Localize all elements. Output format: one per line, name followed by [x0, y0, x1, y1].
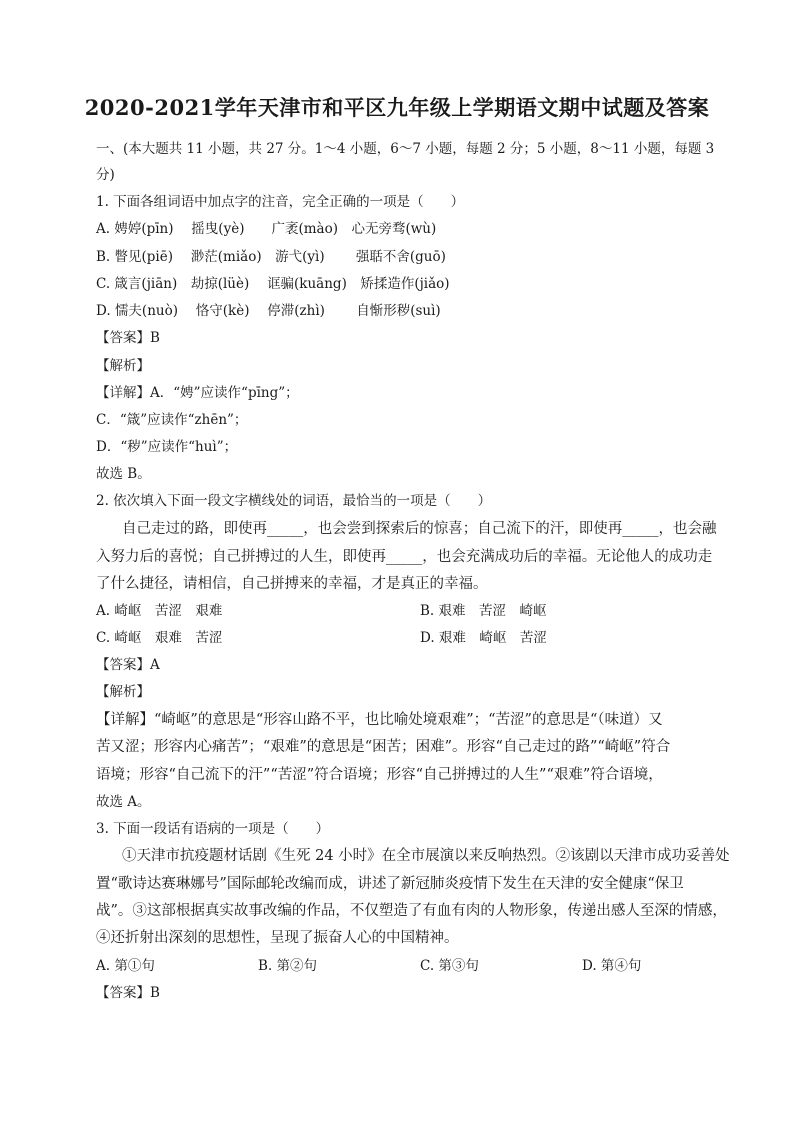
q2-detail-2: 苦又涩；形容内心痛苦”；“艰难”的意思是“困苦；困难”。形容“自己走过的路”“崎岖”符合	[96, 739, 671, 755]
q1-conclusion: 故选 B。	[96, 466, 151, 482]
q2-option-a: A. 崎岖 苦涩 艰难	[96, 603, 223, 619]
q1-option-c: C. 箴言(jiān) 劫掠(lüè) 诓骗(kuāng) 矫揉造作(jiǎo)	[96, 276, 450, 292]
section-header-line2: 分)	[96, 167, 115, 183]
q1-option-d: D. 懦夫(nuò) 恪守(kè) 停滞(zhì) 自惭形秽(suì)	[96, 303, 441, 319]
q2-analysis-label: 【解析】	[96, 684, 150, 700]
q3-option-a: A. 第①句	[96, 958, 155, 974]
q3-passage-line1: ①天津市抗疫题材话剧《生死 24 小时》在全市展演以来反响热烈。②该剧以天津市成功妥善处	[122, 848, 730, 864]
q3-passage-line3: 战”。③这部根据真实故事改编的作品，不仅塑造了有血有肉的人物形象，传递出感人至深的情感，	[96, 903, 727, 919]
q2-passage-line3: 了什么捷径，请相信，自己拼搏来的幸福，才是真正的幸福。	[96, 576, 488, 592]
q3-option-d: D. 第④句	[582, 958, 642, 974]
q1-detail-2: C．“箴”应读作“zhēn”；	[96, 412, 248, 428]
q3-option-c: C. 第③句	[420, 958, 479, 974]
page-title: 2020-2021学年天津市和平区九年级上学期语文期中试题及答案	[84, 95, 710, 120]
q3-stem: 3. 下面一段话有语病的一项是（ ）	[96, 821, 330, 837]
q1-option-a: A. 娉婷(pīn) 摇曳(yè) 广袤(mào) 心无旁骛(wù)	[96, 221, 437, 237]
q1-option-b: B. 瞥见(piē) 渺茫(miǎo) 游弋(yì) 强聒不舍(guō)	[96, 249, 446, 265]
q2-option-d: D. 艰难 崎岖 苦涩	[420, 630, 547, 646]
q2-detail-3: 语境；形容“自己流下的汗”“苦涩”符合语境；形容“自己拼搏过的人生”“艰难”符合语境，	[96, 767, 663, 783]
q2-passage-line2: 入努力后的喜悦；自己拼搏过的人生，即使再_____，也会充满成功后的幸福。无论他人的成功走	[96, 549, 713, 565]
q2-passage-line1: 自己走过的路，即使再_____，也会尝到探索后的惊喜；自己流下的汗，即使再_____，也会融	[122, 521, 717, 537]
q2-option-b: B. 艰难 苦涩 崎岖	[420, 603, 547, 619]
q3-option-b: B. 第②句	[258, 958, 318, 974]
q3-passage-line2: 置“歌诗达赛琳娜号”国际邮轮改编而成，讲述了新冠肺炎疫情下发生在天津的安全健康“保卫	[96, 876, 684, 892]
q1-answer: 【答案】B	[96, 330, 160, 346]
q2-conclusion: 故选 A。	[96, 794, 151, 810]
q2-answer: 【答案】A	[96, 657, 160, 673]
q1-stem: 1. 下面各组词语中加点字的注音，完全正确的一项是（ ）	[96, 194, 465, 210]
q1-detail-1: 【详解】A．“娉”应读作“pīng”；	[96, 385, 299, 401]
section-header-line1: 一、(本大题共 11 小题，共 27 分。1～4 小题，6～7 小题，每题 2 分；5 小题，8～11 小题，每题 3	[96, 141, 715, 157]
q3-answer: 【答案】B	[96, 985, 160, 1001]
q2-stem: 2. 依次填入下面一段文字横线处的词语，最恰当的一项是（ ）	[96, 493, 492, 509]
q1-detail-3: D．“秽”应读作“huì”；	[96, 439, 238, 455]
q2-option-c: C. 崎岖 艰难 苦涩	[96, 630, 223, 646]
q2-detail-1: 【详解】“崎岖”的意思是“形容山路不平，也比喻处境艰难”；“苦涩”的意思是“（味道）又	[96, 712, 663, 728]
q1-analysis-label: 【解析】	[96, 358, 150, 374]
q3-passage-line4: ④还折射出深刻的思想性，呈现了振奋人心的中国精神。	[96, 930, 459, 946]
